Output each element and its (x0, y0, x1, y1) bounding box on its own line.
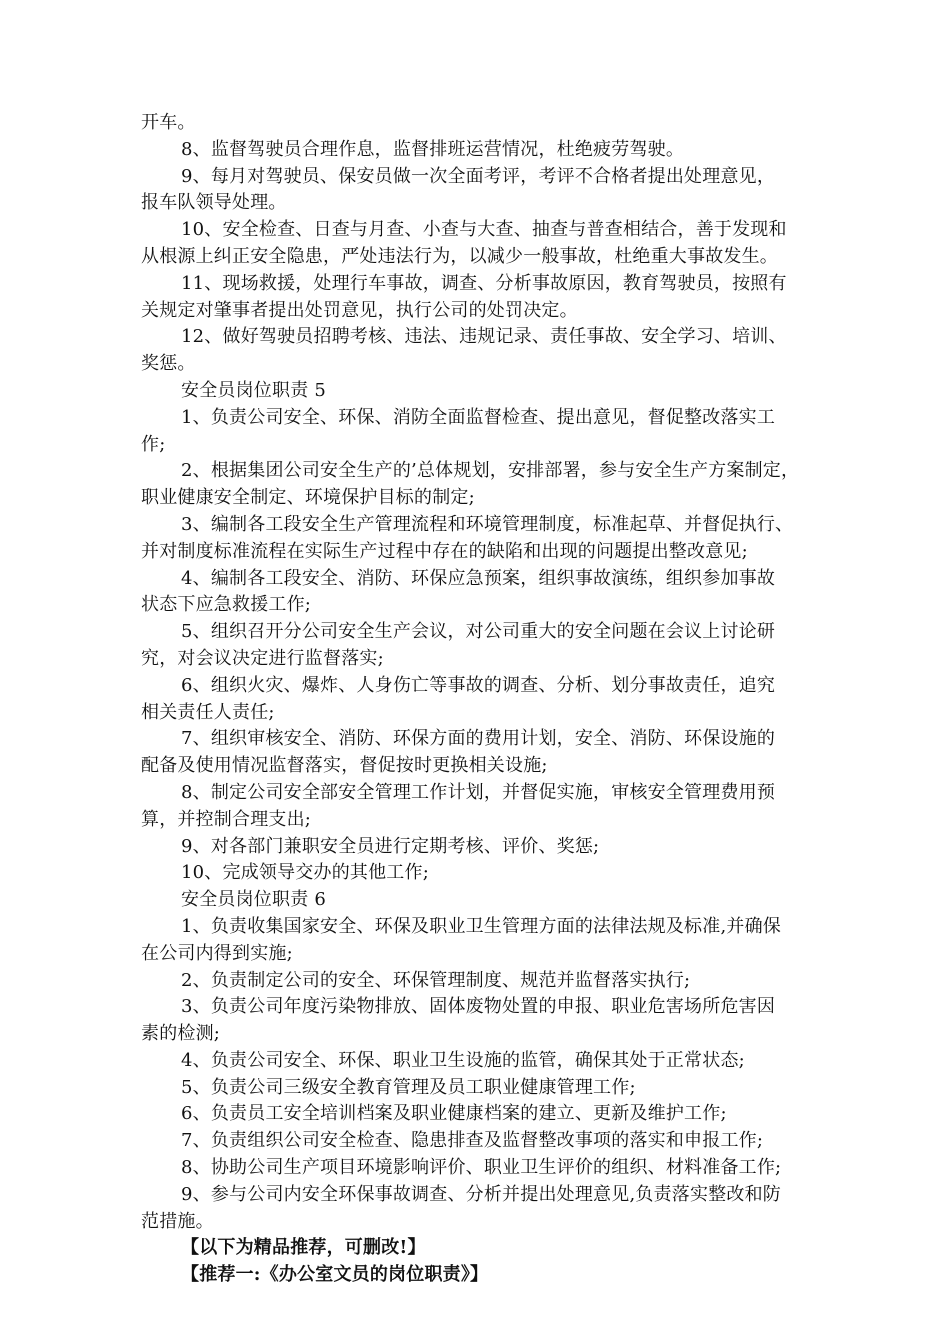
text-line: 8、制定公司安全部安全管理工作计划，并督促实施，审核安全管理费用预 (181, 781, 776, 803)
text-line: 并对制度标准流程在实际生产过程中存在的缺陷和出现的问题提出整改意见; (141, 540, 748, 562)
text-line: 职业健康安全制定、环境保护目标的制定; (141, 487, 475, 509)
text-line: 9、参与公司内安全环保事故调查、分析并提出处理意见,负责落实整改和防 (181, 1183, 781, 1205)
text-line: 状态下应急救援工作; (141, 594, 312, 616)
text-line: 9、对各部门兼职安全员进行定期考核、评价、奖惩; (181, 835, 600, 857)
text-line: 6、负责员工安全培训档案及职业健康档案的建立、更新及维护工作; (181, 1103, 727, 1125)
text-line: 2、根据集团公司安全生产的’总体规划，安排部署，参与安全生产方案制定， (181, 460, 800, 482)
recommendation-heading: 【以下为精品推荐，可删改!】 (181, 1237, 426, 1259)
text-line: 7、负责组织公司安全检查、隐患排查及监督整改事项的落实和申报工作; (181, 1130, 764, 1152)
text-line: 安全员岗位职责 6 (181, 889, 326, 911)
text-line: 究，对会议决定进行监督落实; (141, 647, 384, 669)
text-line: 6、组织火灾、爆炸、人身伤亡等事故的调查、分析、划分事故责任，追究 (181, 674, 776, 696)
text-line: 素的检测; (141, 1023, 221, 1045)
text-line: 7、组织审核安全、消防、环保方面的费用计划，安全、消防、环保设施的 (181, 728, 776, 750)
text-line: 算，并控制合理支出; (141, 808, 312, 830)
recommendation-heading: 【推荐一:《办公室文员的岗位职责》】 (181, 1264, 489, 1286)
text-line: 关规定对肇事者提出处罚意见，执行公司的处罚决定。 (141, 299, 578, 321)
text-line: 3、负责公司年度污染物排放、固体废物处置的申报、职业危害场所危害因 (181, 996, 776, 1018)
text-line: 5、负责公司三级安全教育管理及员工职业健康管理工作; (181, 1076, 636, 1098)
text-line: 报车队领导处理。 (141, 192, 287, 214)
text-line: 11、现场救援，处理行车事故，调查、分析事故原因，教育驾驶员，按照有 (181, 272, 787, 294)
text-line: 5、组织召开分公司安全生产会议，对公司重大的安全问题在会议上讨论研 (181, 621, 776, 643)
text-line: 4、负责公司安全、环保、职业卫生设施的监管，确保其处于正常状态; (181, 1049, 745, 1071)
text-line: 作; (141, 433, 166, 455)
text-line: 在公司内得到实施; (141, 942, 293, 964)
text-line: 4、编制各工段安全、消防、环保应急预案，组织事故演练，组织参加事故 (181, 567, 776, 589)
text-line: 1、负责公司安全、环保、消防全面监督检查、提出意见，督促整改落实工 (181, 406, 776, 428)
document-body (141, 110, 811, 1289)
text-line: 范措施。 (141, 1210, 214, 1232)
text-line: 2、负责制定公司的安全、环保管理制度、规范并监督落实执行; (181, 969, 691, 991)
text-line: 12、做好驾驶员招聘考核、违法、违规记录、责任事故、安全学习、培训、 (181, 326, 787, 348)
text-line: 9、每月对驾驶员、保安员做一次全面考评，考评不合格者提出处理意见， (181, 165, 776, 187)
text-line: 奖惩。 (141, 353, 196, 375)
text-line: 开车。 (141, 112, 196, 133)
text-line: 相关责任人责任; (141, 701, 275, 723)
text-line: 8、监督驾驶员合理作息，监督排班运营情况，杜绝疲劳驾驶。 (181, 138, 685, 160)
text-line: 8、协助公司生产项目环境影响评价、职业卫生评价的组织、材料准备工作; (181, 1157, 782, 1179)
text-line: 3、编制各工段安全生产管理流程和环境管理制度，标准起草、并督促执行、 (181, 513, 794, 535)
text-line: 1、负责收集国家安全、环保及职业卫生管理方面的法律法规及标准,并确保 (181, 915, 781, 937)
text-line: 从根源上纠正安全隐患，严处违法行为，以减少一般事故，杜绝重大事故发生。 (141, 245, 778, 267)
text-line: 10、安全检查、日查与月查、小查与大查、抽查与普查相结合，善于发现和 (181, 219, 787, 241)
text-line: 10、完成领导交办的其他工作; (181, 862, 429, 884)
text-line: 配备及使用情况监督落实，督促按时更换相关设施; (141, 755, 548, 777)
text-line: 安全员岗位职责 5 (181, 379, 326, 401)
